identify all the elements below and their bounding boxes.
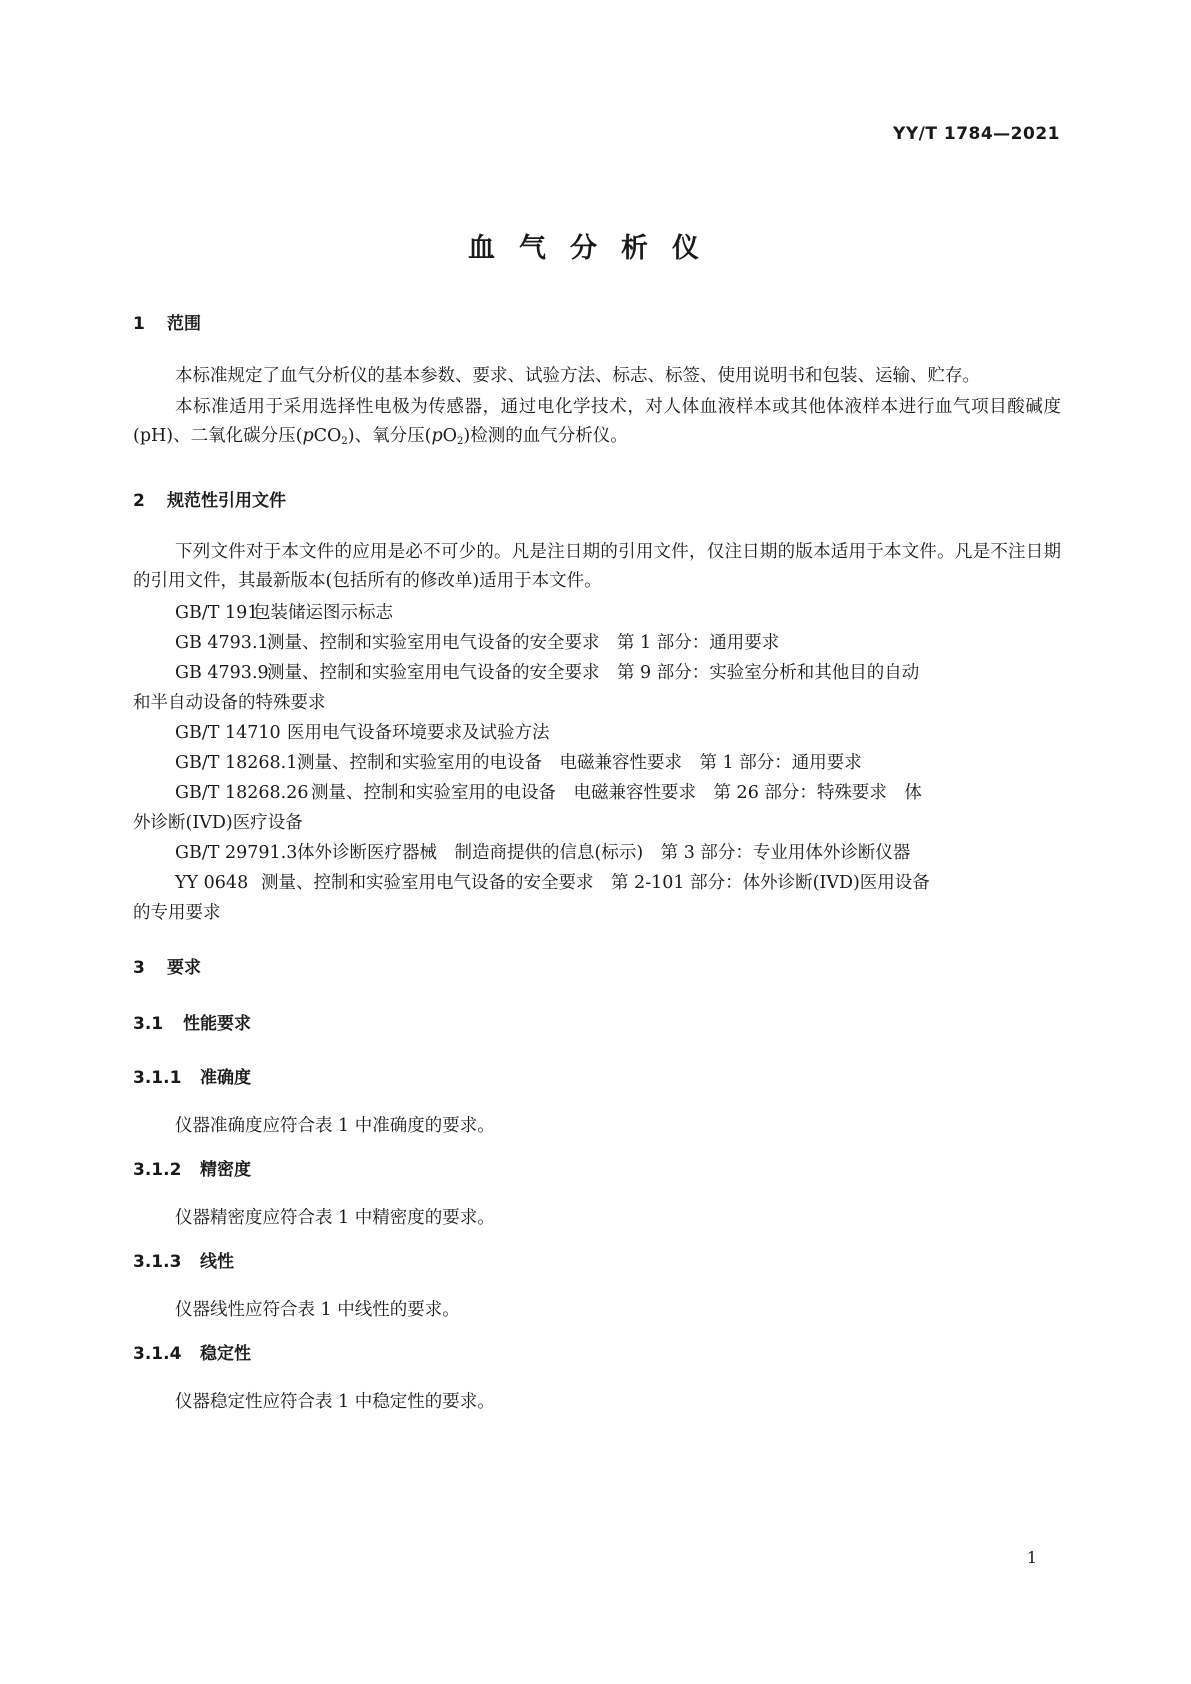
co2-symbol: CO [313, 426, 342, 446]
clause-title: 稳定性 [200, 1344, 251, 1364]
clause-title: 线性 [200, 1252, 234, 1272]
reference-code: GB/T 14710 [175, 723, 281, 743]
clause-text: 仪器精密度应符合表 1 中精密度的要求。 [175, 1208, 495, 1228]
clause-3-1-3-heading [133, 1247, 234, 1272]
subsection-number: 3.1 [133, 1014, 164, 1034]
section-number: 2 [133, 491, 145, 511]
section-3-heading [133, 953, 201, 978]
reference-title: 测量、控制和实验室用电气设备的安全要求 第 1 部分：通用要求 [267, 633, 780, 653]
reference-item [175, 779, 922, 804]
reference-code: GB 4793.1 [175, 633, 269, 653]
reference-continuation: 外诊断(IVD)医疗设备 [133, 813, 303, 833]
clause-number: 3.1.2 [133, 1160, 182, 1180]
reference-title: 测量、控制和实验室用的电设备 电磁兼容性要求 第 26 部分：特殊要求 体 [311, 783, 922, 803]
scope-paragraph-1: 本标准规定了血气分析仪的基本参数、要求、试验方法、标志、标签、使用说明书和包装、运输、贮存。 [175, 366, 980, 386]
reference-item [175, 869, 930, 894]
reference-title: 测量、控制和实验室用电气设备的安全要求 第 9 部分：实验室分析和其他目的自动 [267, 663, 920, 683]
references-intro: 下列文件对于本文件的应用是必不可少的。凡是注日期的引用文件，仅注日期的版本适用于本文件。凡是不注日期的引用文件，其最新版本(包括所有的修改单)适用于本文件。 [133, 542, 1061, 591]
subscript-2: 2 [457, 436, 464, 447]
clause-3-1-2-heading [133, 1155, 251, 1180]
standard-code: YY/T 1784—2021 [893, 124, 1060, 144]
section-1-heading [133, 309, 201, 334]
subscript-2: 2 [341, 436, 348, 447]
reference-code: YY 0648 [175, 873, 249, 893]
section-number: 1 [133, 314, 145, 334]
subsection-title: 性能要求 [183, 1014, 251, 1034]
scope-text-a: 本标准适用于采用选择性电极为传感器，通过电化学技术，对人体血液样本或其他体液样本进行血气项目酸碱度(pH)、二氧化碳分压( [133, 397, 1061, 446]
reference-title: 测量、控制和实验室用的电设备 电磁兼容性要求 第 1 部分：通用要求 [297, 753, 862, 773]
reference-code: GB/T 191 [175, 603, 259, 623]
clause-text: 仪器线性应符合表 1 中线性的要求。 [175, 1300, 460, 1320]
clause-number: 3.1.3 [133, 1252, 182, 1272]
reference-code: GB/T 18268.1 [175, 753, 298, 773]
partial-pressure-symbol: p [431, 426, 443, 446]
reference-title: 包装储运图示标志 [253, 603, 393, 623]
reference-continuation: 和半自动设备的特殊要求 [133, 693, 326, 713]
o2-symbol: O [442, 426, 457, 446]
reference-title: 测量、控制和实验室用电气设备的安全要求 第 2-101 部分：体外诊断(IVD)医用设备 [261, 873, 930, 893]
reference-continuation: 的专用要求 [133, 903, 221, 923]
reference-item [175, 839, 910, 864]
reference-code: GB 4793.9 [175, 663, 269, 683]
reference-title: 医用电气设备环境要求及试验方法 [287, 723, 550, 743]
subsection-3-1-heading [133, 1009, 251, 1034]
scope-text-e: )检测的血气分析仪。 [463, 426, 628, 446]
clause-3-1-1-heading [133, 1063, 251, 1088]
clause-title: 精密度 [200, 1160, 251, 1180]
reference-code: GB/T 29791.3 [175, 843, 298, 863]
reference-item [175, 629, 779, 654]
page-number: 1 [1026, 1548, 1037, 1567]
section-2-heading [133, 486, 286, 511]
clause-number: 3.1.4 [133, 1344, 182, 1364]
section-title: 要求 [167, 958, 201, 978]
clause-3-1-4-heading [133, 1339, 251, 1364]
reference-title: 体外诊断医疗器械 制造商提供的信息(标示) 第 3 部分：专业用体外诊断仪器 [297, 843, 911, 863]
reference-item [175, 719, 550, 744]
section-number: 3 [133, 958, 145, 978]
reference-code: GB/T 18268.26 [175, 783, 309, 803]
partial-pressure-symbol: p [302, 426, 314, 446]
clause-title: 准确度 [200, 1068, 251, 1088]
clause-text: 仪器准确度应符合表 1 中准确度的要求。 [175, 1116, 495, 1136]
scope-paragraph-2 [133, 393, 1061, 456]
reference-item [175, 749, 862, 774]
document-title: 血气分析仪 [468, 233, 723, 264]
scope-text-c: )、氧分压( [347, 426, 432, 446]
section-title: 规范性引用文件 [167, 491, 286, 511]
clause-number: 3.1.1 [133, 1068, 182, 1088]
section-title: 范围 [167, 314, 201, 334]
reference-item [175, 659, 919, 684]
clause-text: 仪器稳定性应符合表 1 中稳定性的要求。 [175, 1392, 495, 1412]
reference-item [175, 599, 393, 624]
